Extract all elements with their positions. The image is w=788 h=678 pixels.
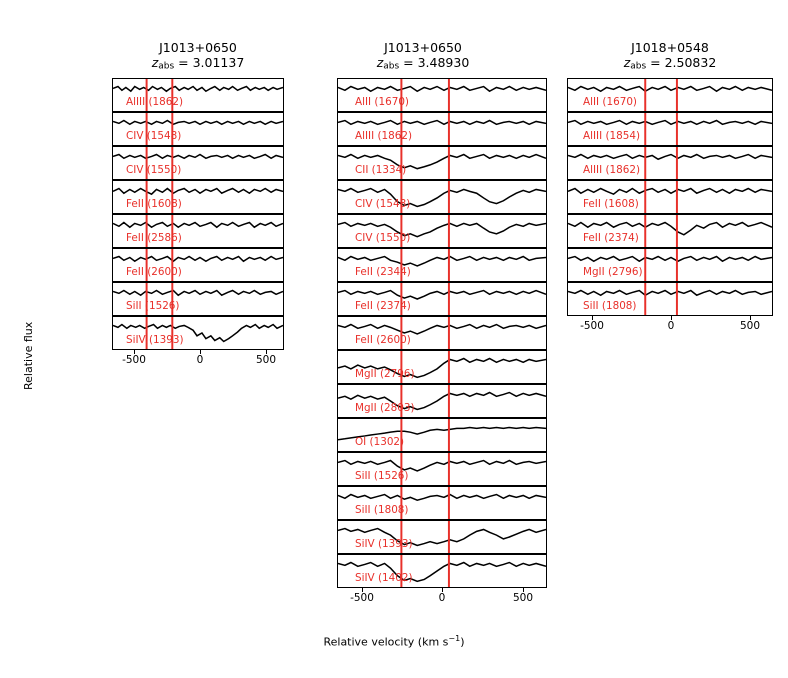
ion-label-c2-p7: FeII (2374) — [355, 300, 411, 312]
panel-c2-p1 — [337, 78, 547, 112]
x-axis-label-main: Relative velocity (km s — [323, 635, 449, 649]
tick-label-c3-0: 0 — [667, 320, 675, 332]
panel-c3-p4 — [567, 180, 773, 214]
panel-c3-p3 — [567, 146, 773, 180]
ion-label-c2-p10: MgII (2803) — [355, 402, 415, 414]
column-title-1: J1013+0650 zabs = 3.01137 — [151, 40, 245, 72]
ion-label-c2-p8: FeII (2600) — [355, 334, 411, 346]
ion-label-c2-p3: CII (1334) — [355, 164, 407, 176]
panel-c2-p2 — [337, 112, 547, 146]
z-sub-3: abs — [630, 61, 647, 72]
tick-label-c1-500: 500 — [255, 354, 277, 366]
x-tick-labels-col2 — [0, 592, 788, 606]
panel-c1-p3 — [112, 146, 284, 180]
ion-label-c3-p7: SiII (1808) — [583, 300, 637, 312]
ion-label-c1-p4: FeII (1608) — [126, 198, 182, 210]
panel-c1-p5 — [112, 214, 284, 248]
ion-label-c2-p12: SiII (1526) — [355, 470, 409, 482]
z-value-1: 3.01137 — [192, 55, 245, 71]
z-sub-1: abs — [158, 61, 175, 72]
ion-label-c2-p11: OI (1302) — [355, 436, 405, 448]
ion-label-c1-p1: AlIII (1862) — [126, 96, 184, 108]
panel-c1-p4 — [112, 180, 284, 214]
ion-label-c1-p3: CIV (1550) — [126, 164, 182, 176]
z-value-2: 3.48930 — [417, 55, 470, 71]
sightline-name-3: J1018+0548 — [631, 40, 709, 55]
z-label-2: z — [376, 55, 384, 71]
panel-c2-p7 — [337, 282, 547, 316]
column-title-2: J1013+0650 zabs = 3.48930 — [376, 40, 470, 72]
sightline-name-1: J1013+0650 — [159, 40, 237, 55]
ion-label-c2-p14: SiIV (1393) — [355, 538, 413, 550]
tick-label-c3-500: 500 — [739, 320, 761, 332]
x-axis-label-exponent: −1 — [448, 634, 461, 643]
ion-label-c2-p15: SiIV (1402) — [355, 572, 413, 584]
x-tick-labels-col3 — [0, 320, 788, 334]
ion-label-c3-p6: MgII (2796) — [583, 266, 643, 278]
ion-label-c1-p2: CIV (1548) — [126, 130, 182, 142]
panel-c1-p6 — [112, 248, 284, 282]
tick-label-c2-500: 500 — [512, 592, 534, 604]
x-axis-label-tail: ) — [460, 635, 465, 649]
tick-label-c3-neg500: -500 — [580, 320, 604, 332]
panel-c1-p2 — [112, 112, 284, 146]
ion-label-c2-p2: AlIII (1862) — [355, 130, 413, 142]
ion-label-c3-p2: AlIII (1854) — [583, 130, 641, 142]
tick-label-c2-neg500: -500 — [350, 592, 374, 604]
panel-c3-p7 — [567, 282, 773, 316]
z-label-1: z — [151, 55, 159, 71]
ion-label-c3-p3: AlIII (1862) — [583, 164, 641, 176]
tick-label-c1-0: 0 — [196, 354, 204, 366]
ion-label-c1-p8: SiIV (1393) — [126, 334, 184, 346]
ion-label-c2-p1: AlII (1670) — [355, 96, 409, 108]
panel-c2-p13 — [337, 486, 547, 520]
ion-label-c3-p4: FeII (1608) — [583, 198, 639, 210]
panel-c3-p1 — [567, 78, 773, 112]
z-value-3: 2.50832 — [664, 55, 717, 71]
panel-c3-p6 — [567, 248, 773, 282]
z-label-3: z — [623, 55, 631, 71]
ion-label-c2-p9: MgII (2796) — [355, 368, 415, 380]
panel-c3-p2 — [567, 112, 773, 146]
panel-c1-p1 — [112, 78, 284, 112]
panel-c2-p5 — [337, 214, 547, 248]
panel-c3-p5 — [567, 214, 773, 248]
panel-c1-p7 — [112, 282, 284, 316]
panel-c2-p12 — [337, 452, 547, 486]
y-axis-label: Relative flux — [22, 321, 35, 390]
ion-label-c1-p6: FeII (2600) — [126, 266, 182, 278]
ion-label-c2-p6: FeII (2344) — [355, 266, 411, 278]
panel-c2-p11 — [337, 418, 547, 452]
ion-label-c2-p13: SiII (1808) — [355, 504, 409, 516]
ion-label-c3-p5: FeII (2374) — [583, 232, 639, 244]
tick-label-c2-0: 0 — [438, 592, 446, 604]
x-axis-label — [294, 634, 494, 649]
ion-label-c1-p7: SiII (1526) — [126, 300, 180, 312]
column-title-3: J1018+0548 zabs = 2.50832 — [623, 40, 717, 72]
tick-label-c1-neg500: -500 — [122, 354, 146, 366]
ion-label-c1-p5: FeII (2586) — [126, 232, 182, 244]
z-sub-2: abs — [383, 61, 400, 72]
panel-c2-p6 — [337, 248, 547, 282]
ion-label-c2-p5: CIV (1550) — [355, 232, 411, 244]
panel-c2-p14 — [337, 520, 547, 554]
sightline-name-2: J1013+0650 — [384, 40, 462, 55]
panel-c2-p10 — [337, 384, 547, 418]
panel-c2-p3 — [337, 146, 547, 180]
ion-label-c2-p4: CIV (1548) — [355, 198, 411, 210]
panel-c2-p9 — [337, 350, 547, 384]
ion-label-c3-p1: AlII (1670) — [583, 96, 637, 108]
panel-c2-p15 — [337, 554, 547, 588]
panel-c2-p4 — [337, 180, 547, 214]
